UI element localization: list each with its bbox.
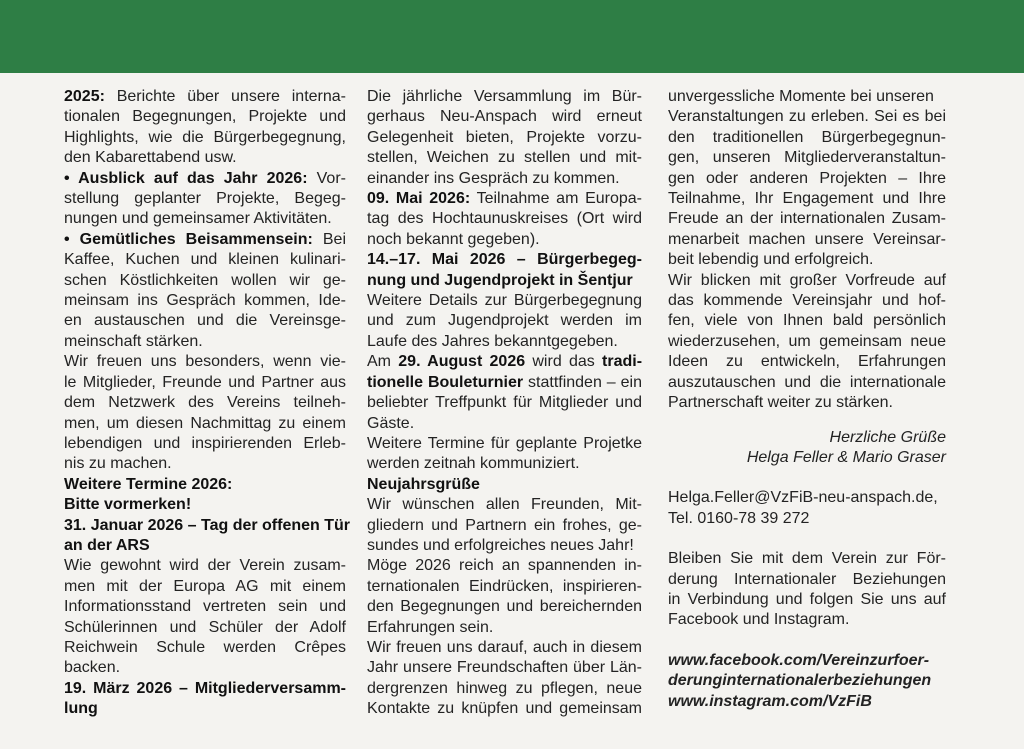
line-text: nis zu machen. xyxy=(64,455,172,473)
text-line xyxy=(367,230,642,250)
text-line xyxy=(367,516,642,536)
line-text: meinsam ins Gespräch kommen, Ide- xyxy=(64,292,346,310)
text-line xyxy=(367,189,642,209)
text-line xyxy=(367,495,642,515)
line-text: und zum Jugendprojekt werden im xyxy=(367,312,642,330)
text-line xyxy=(367,209,642,229)
line-text: einander ins Gespräch zu kommen. xyxy=(367,169,620,187)
line-text: en austauschen und die Vereinsge- xyxy=(64,312,346,330)
line-text: sundes und erfolgreiches neues Jahr! xyxy=(367,536,634,554)
text-line xyxy=(367,475,642,495)
text-line: fen, viele von Ihnen bald persönlich xyxy=(668,312,946,330)
text-line xyxy=(367,250,642,270)
text-line: menarbeit machen unsere Vereinsar- xyxy=(668,230,946,248)
text-line xyxy=(64,250,346,270)
line-part: wird das xyxy=(525,353,603,371)
text-line xyxy=(64,169,346,189)
text-line xyxy=(64,414,346,434)
line-text: nungen und gemeinsamer Aktivitäten. xyxy=(64,210,332,228)
text-line xyxy=(64,638,346,658)
line-text: Wir freuen uns besonders, wenn vie- xyxy=(64,353,346,371)
text-line xyxy=(367,618,642,638)
text-line xyxy=(367,638,642,658)
bold-lead: Neujahrsgrüße xyxy=(367,475,480,493)
text-line xyxy=(64,271,346,291)
line-text: Berichte über unsere interna- xyxy=(104,88,346,105)
line-text: Schülerinnen und Schüler der Adolf xyxy=(64,618,346,636)
bold-lead: 2025: xyxy=(64,88,105,105)
line-text: Vor- xyxy=(307,169,346,187)
text-line: Freude an der internationalen Zusam- xyxy=(668,210,946,228)
text-line xyxy=(64,291,346,311)
line-text: Möge 2026 reich an spannenden in- xyxy=(367,557,642,575)
text-line xyxy=(64,87,346,107)
text-line xyxy=(367,434,642,454)
facebook-link-line-2[interactable]: derunginternationalerbeziehungen xyxy=(668,672,932,690)
closing-paragraphs xyxy=(668,87,946,414)
text-line xyxy=(367,577,642,597)
contact-phone: Tel. 0160-78 39 272 xyxy=(668,509,810,527)
text-line: gen, unseren Mitgliederveranstaltun- xyxy=(668,149,946,167)
line-text: Die jährliche Versammlung im Bür- xyxy=(367,88,642,105)
text-line: Partnerschaft weiter zu stärken. xyxy=(668,394,893,412)
text-line: Teilnahme, Ihr Engagement und Ihre xyxy=(668,190,946,208)
text-line xyxy=(367,128,642,148)
text-line xyxy=(64,352,346,372)
text-line xyxy=(64,577,346,597)
line-text: tag des Hochtaunuskreises (Ort wird xyxy=(367,210,642,228)
text-line xyxy=(367,597,642,617)
text-line: das kommende Vereinsjahr und hof- xyxy=(668,292,946,310)
bold-lead: 14.–17. Mai 2026 – Bürgerbegeg- xyxy=(367,251,642,269)
line-text: Kontakte zu knüpfen und gemeinsam xyxy=(367,700,642,718)
line-text: men, um diesen Nachmittag zu einem xyxy=(64,414,346,432)
text-line xyxy=(64,393,346,413)
line-part: tionelle Bouleturnier xyxy=(367,373,524,391)
line-text: backen. xyxy=(64,659,121,677)
text-line xyxy=(64,618,346,638)
text-line: Facebook und Instagram. xyxy=(668,611,850,629)
text-line xyxy=(64,495,346,515)
text-line: Bleiben Sie mit dem Verein zur För- xyxy=(668,550,946,568)
line-text: Laufe des Jahres bekanntgegeben. xyxy=(367,332,618,350)
line-text: le Mitglieder, Freunde und Partner aus xyxy=(64,373,346,391)
green-header-band xyxy=(0,0,1024,73)
text-line xyxy=(64,148,346,168)
text-line xyxy=(367,658,642,678)
line-part: 29. August 2026 xyxy=(398,353,526,371)
text-line xyxy=(367,169,642,189)
text-line: den traditionellen Bürgerbegegnun- xyxy=(668,128,946,146)
bold-lead: nung und Jugendprojekt in Šentjur xyxy=(367,271,633,289)
contact-email[interactable]: Helga.Feller@VzFiB-neu-anspach.de, xyxy=(668,489,938,507)
text-line xyxy=(367,332,642,352)
column-3 xyxy=(668,87,946,712)
text-line xyxy=(64,107,346,127)
text-line xyxy=(64,209,346,229)
line-part: Am xyxy=(367,353,399,371)
line-text: Bei xyxy=(312,230,346,248)
line-text: schen Köstlichkeiten wollen wir ge- xyxy=(64,271,346,289)
line-text: Gäste. xyxy=(367,414,415,432)
text-line xyxy=(64,373,346,393)
text-line xyxy=(367,699,642,719)
text-line xyxy=(367,679,642,699)
bold-lead: an der ARS xyxy=(64,536,150,554)
text-line xyxy=(64,597,346,617)
bold-lead: Bitte vormerken! xyxy=(64,496,192,514)
text-line xyxy=(367,87,642,107)
bold-lead: • Gemütliches Beisammensein: xyxy=(64,230,313,248)
line-part: stattfinden – ein xyxy=(523,373,642,391)
line-text: Wir freuen uns darauf, auch in diesem xyxy=(367,638,642,656)
bouleturnier-line-1 xyxy=(367,352,642,372)
text-line xyxy=(64,454,346,474)
line-text: Teilnahme am Europa- xyxy=(470,190,642,208)
line-text: werden zeitnah kommuniziert. xyxy=(367,455,580,473)
bold-lead: 09. Mai 2026: xyxy=(367,190,471,208)
text-line: auszutauschen und die internationale xyxy=(668,373,946,391)
text-line xyxy=(64,556,346,576)
line-text: men mit der Europa AG mit einem xyxy=(64,577,346,595)
line-text: Wie gewohnt wird der Verein zusam- xyxy=(64,557,346,575)
line-text: Highlights, wie die Bürgerbegegnung, xyxy=(64,128,346,146)
text-line: beit lebendig und erfolgreich. xyxy=(668,251,874,269)
bouleturnier-line-2 xyxy=(367,373,642,393)
text-line xyxy=(64,679,346,699)
text-line: Ideen zu entwickeln, Erfahrungen xyxy=(668,353,946,371)
line-text: lebendigen und inspirierenden Erleb- xyxy=(64,434,346,452)
text-line xyxy=(367,393,642,413)
column-2 xyxy=(367,87,642,720)
text-line xyxy=(367,556,642,576)
signature-names: Helga Feller & Mario Graser xyxy=(746,448,946,466)
text-line xyxy=(367,311,642,331)
instagram-link[interactable]: www.instagram.com/VzFiB xyxy=(668,692,872,710)
line-text: den Kabarettabend usw. xyxy=(64,149,237,167)
line-text: Jahr unsere Freundschaften über Län- xyxy=(367,659,642,677)
text-line xyxy=(64,434,346,454)
text-line xyxy=(367,454,642,474)
bold-lead: • Ausblick auf das Jahr 2026: xyxy=(64,169,308,187)
social-paragraph xyxy=(668,549,946,631)
text-line: Wir blicken mit großer Vorfreude auf xyxy=(668,271,946,289)
line-text: Reichwein Schule werden Crêpes xyxy=(64,638,346,656)
line-text: Gelegenheit bieten, Projekte vorzu- xyxy=(367,128,642,146)
text-line: Veranstaltungen zu erleben. Sei es bei xyxy=(668,108,946,126)
text-line xyxy=(64,516,351,536)
line-part: tradi- xyxy=(602,353,643,371)
signature-greeting: Herzliche Grüße xyxy=(829,428,946,446)
line-text: ternationalen Eindrücken, inspirieren- xyxy=(367,577,642,595)
bold-lead: 19. März 2026 – Mitgliederversamm- xyxy=(64,679,346,697)
line-text: gliedern und Partnern ein frohes, ge- xyxy=(367,516,642,534)
text-line xyxy=(64,311,346,331)
text-line: derung Internationaler Beziehungen xyxy=(668,570,946,588)
text-line xyxy=(64,699,346,719)
text-line xyxy=(64,658,346,678)
line-text: Wir wünschen allen Freunden, Mit- xyxy=(367,496,642,514)
bold-lead: lung xyxy=(64,700,98,718)
text-line: wiederzusehen, um gemeinsam neue xyxy=(668,332,946,350)
line-text: stellung geplanter Projekte, Begeg- xyxy=(64,190,346,208)
line-text: Erfahrungen sein. xyxy=(367,618,494,636)
line-text: den Begegnungen und bereichernden xyxy=(367,598,642,616)
text-line xyxy=(64,475,346,495)
text-line xyxy=(367,291,642,311)
text-line xyxy=(64,536,346,556)
text-line: unvergessliche Momente bei unseren xyxy=(668,88,934,105)
text-line xyxy=(64,230,346,250)
text-line: in Verbindung und folgen Sie uns auf xyxy=(668,590,946,608)
line-text: Weitere Details zur Bürgerbegegnung xyxy=(367,292,642,310)
column-1 xyxy=(64,87,351,720)
line-text: dem Netzwerk des Vereins teilneh- xyxy=(64,394,346,412)
line-text: Weitere Termine für geplante Projetke xyxy=(367,434,642,452)
bold-lead: Weitere Termine 2026: xyxy=(64,475,233,493)
text-line xyxy=(64,332,346,352)
text-line xyxy=(367,148,642,168)
text-line: gen oder anderen Projekten – Ihre xyxy=(668,169,946,187)
facebook-link-line-1[interactable]: www.facebook.com/Vereinzurfoer- xyxy=(668,651,930,669)
line-text: noch bekannt gegeben). xyxy=(367,230,540,248)
text-line xyxy=(367,107,642,127)
line-text: beliebter Treffpunkt für Mitglieder und xyxy=(367,394,642,412)
bold-lead: 31. Januar 2026 – Tag der offenen Tür xyxy=(64,516,351,534)
line-text: gerhaus Neu-Anspach wird erneut xyxy=(367,108,642,126)
line-text: Kaffee, Kuchen und kleinen kulinari- xyxy=(64,251,346,269)
text-line xyxy=(367,271,642,291)
line-text: stellen, Weichen zu stellen und mit- xyxy=(367,149,642,167)
text-line xyxy=(64,128,346,148)
line-text: meinschaft stärken. xyxy=(64,332,203,350)
line-text: Informationsstand vertreten sein und xyxy=(64,598,346,616)
text-line xyxy=(367,414,642,434)
text-line xyxy=(64,189,346,209)
text-line xyxy=(367,536,642,556)
line-text: dergrenzen hinweg zu pflegen, neue xyxy=(367,679,642,697)
line-text: tionalen Begegnungen, Projekte und xyxy=(64,108,346,126)
